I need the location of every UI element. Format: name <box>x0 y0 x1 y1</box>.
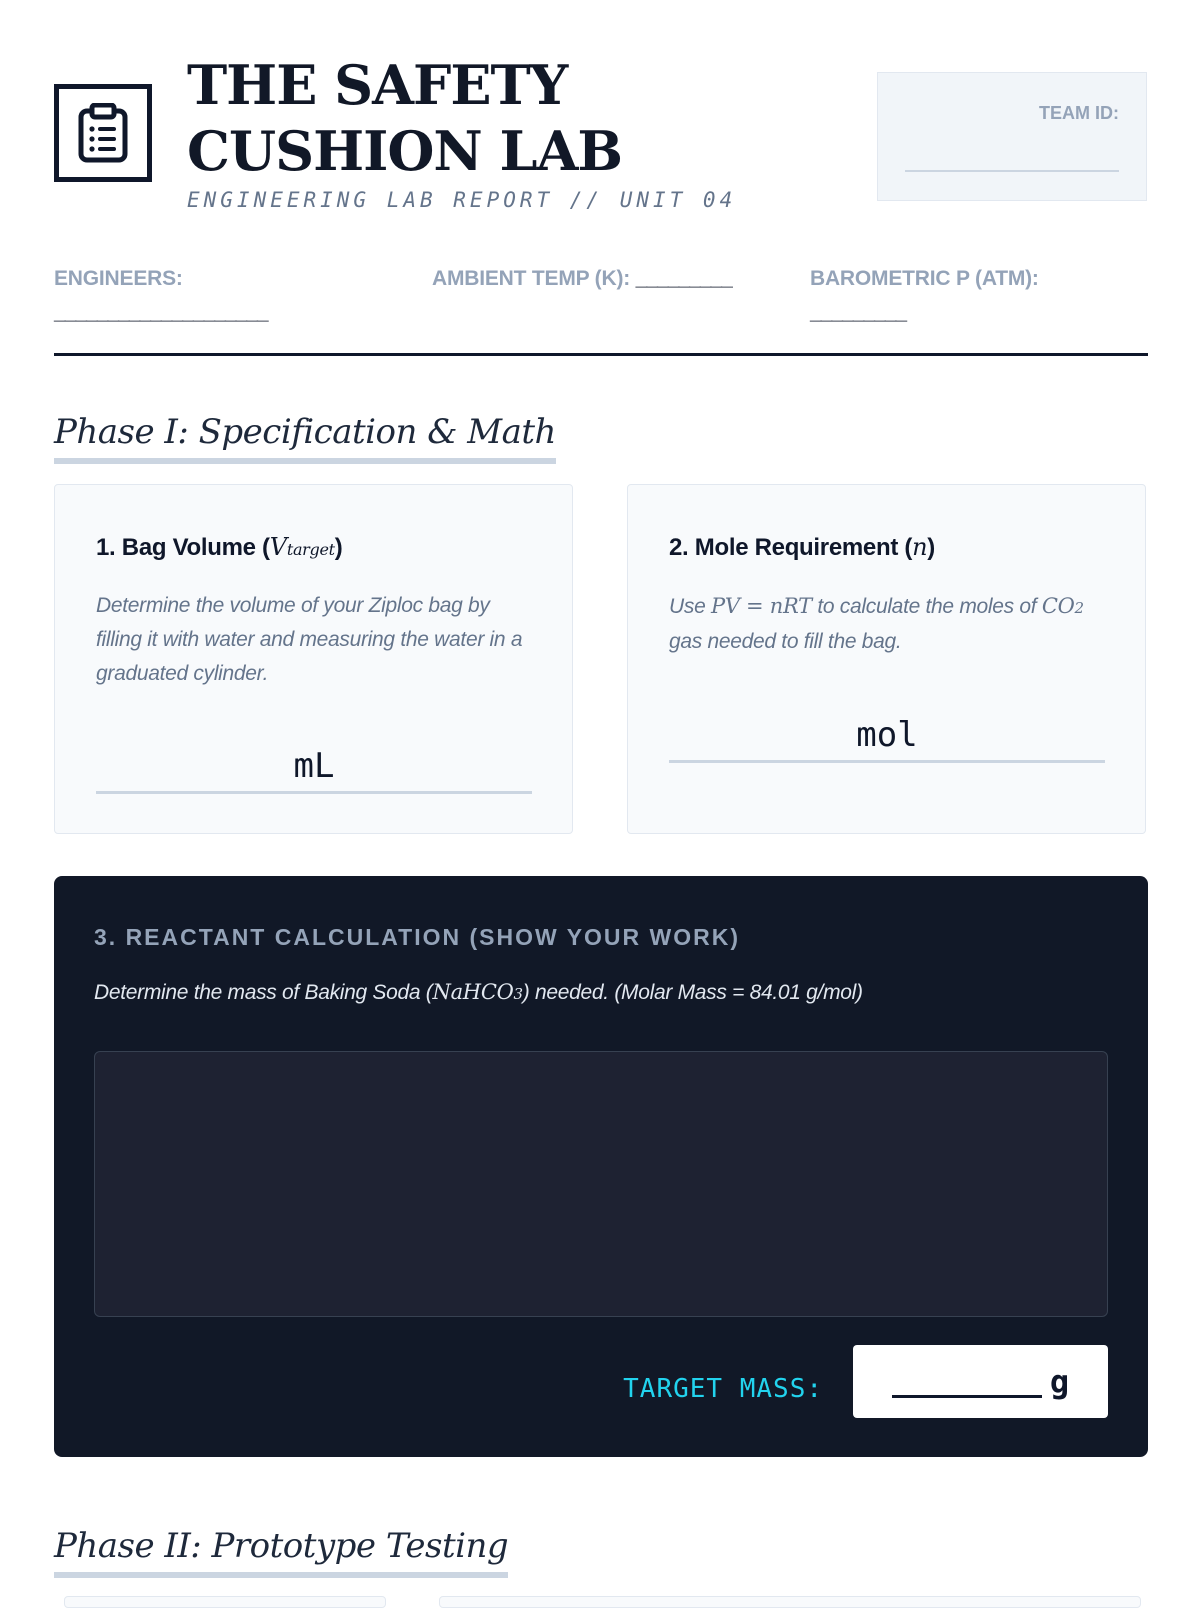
mole-requirement-unit: mol <box>856 715 918 755</box>
engineers-field[interactable] <box>54 262 314 330</box>
info-row <box>54 262 1148 322</box>
team-id-label: TEAM ID: <box>1039 103 1119 123</box>
team-id-field[interactable] <box>905 170 1119 172</box>
ambient-temp-field[interactable] <box>432 262 792 296</box>
reactant-calculation-panel <box>54 876 1148 1457</box>
barometric-pressure-label: BAROMETRIC P (ATM): <box>810 267 1039 290</box>
bag-volume-description: Determine the volume of your Ziploc bag by filling it with water and measuring the water in a graduated cylinder. <box>96 594 523 685</box>
barometric-pressure-blank[interactable]: _________ <box>810 301 907 324</box>
team-id-box <box>877 72 1147 201</box>
reactant-calculation-description: Determine the mass of Baking Soda (NaHCO3) needed. (Molar Mass = 84.01 g/mol) <box>94 980 863 1004</box>
phase-2-card-left <box>64 1596 386 1608</box>
mole-requirement-description: Use PV = nRT to calculate the moles of CO2 gas needed to fill the bag. <box>669 594 1084 653</box>
reactant-calculation-title: 3. REACTANT CALCULATION (SHOW YOUR WORK) <box>94 924 741 950</box>
engineers-label: ENGINEERS: <box>54 267 183 290</box>
mole-requirement-card <box>627 484 1146 834</box>
ambient-temp-label: AMBIENT TEMP (K): <box>432 267 631 290</box>
mole-requirement-answer-field[interactable] <box>669 710 1105 763</box>
engineers-blank[interactable]: ____________________ <box>54 301 268 324</box>
target-mass-label: TARGET MASS: <box>623 1374 823 1404</box>
target-mass-blank[interactable] <box>892 1365 1042 1398</box>
clipboard-icon <box>78 103 128 163</box>
phase-1-heading: Phase I: Specification & Math <box>54 412 556 464</box>
bag-volume-title: 1. Bag Volume (Vtarget) <box>96 533 343 561</box>
page-title: THE SAFETY CUSHION LAB <box>187 53 623 183</box>
barometric-pressure-field[interactable] <box>810 262 1130 330</box>
phase-2-heading: Phase II: Prototype Testing <box>54 1526 508 1578</box>
clipboard-logo <box>54 84 152 182</box>
ambient-temp-blank[interactable]: _________ <box>635 267 732 290</box>
phase-2-card-right <box>439 1596 1141 1608</box>
work-area[interactable] <box>94 1051 1108 1317</box>
lab-report-page <box>54 0 1148 1600</box>
header-divider <box>54 353 1148 356</box>
bag-volume-unit: mL <box>293 746 335 786</box>
mole-requirement-title: 2. Mole Requirement (n) <box>669 533 935 561</box>
page-subtitle: ENGINEERING LAB REPORT // UNIT 04 <box>187 188 737 212</box>
bag-volume-card <box>54 484 573 834</box>
bag-volume-answer-field[interactable] <box>96 741 532 794</box>
target-mass-field[interactable] <box>853 1345 1108 1418</box>
target-mass-unit: g <box>1049 1362 1070 1401</box>
